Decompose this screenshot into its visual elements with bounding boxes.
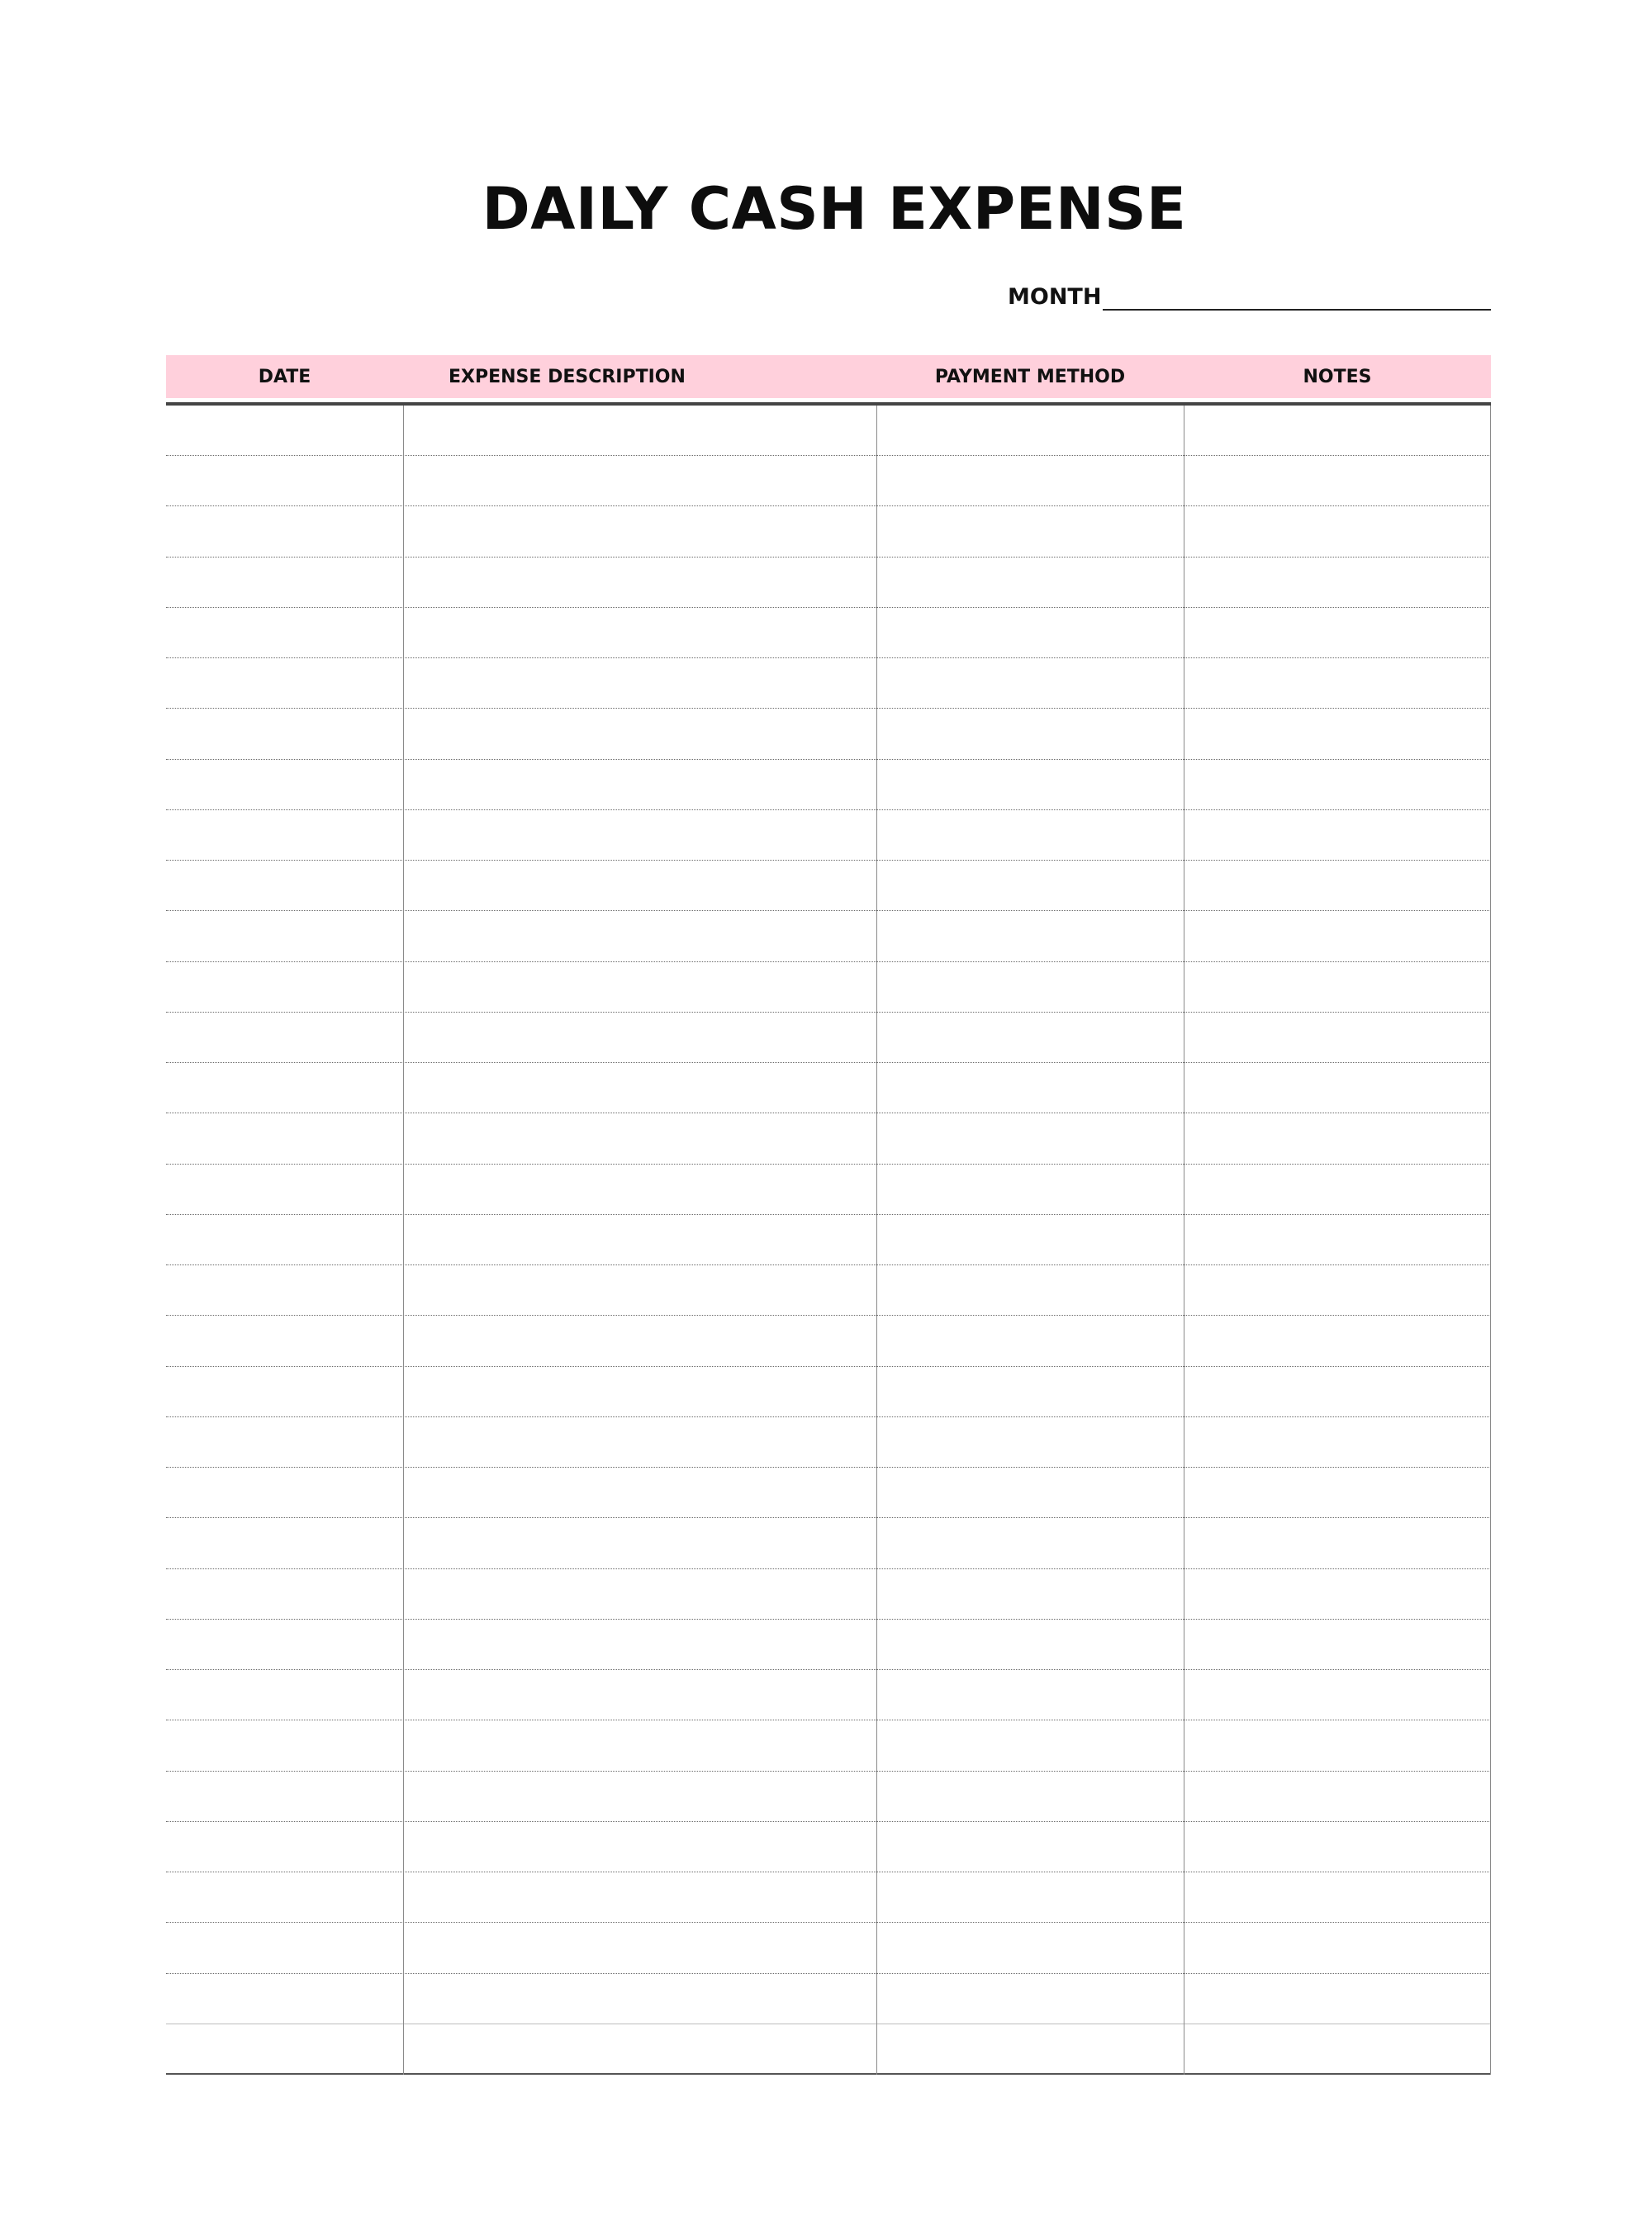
payment-method-cell[interactable] — [883, 2024, 1177, 2073]
notes-cell[interactable] — [1190, 1670, 1484, 1720]
expense-table — [166, 355, 1491, 2075]
payment-method-cell[interactable] — [883, 1265, 1177, 1315]
date-cell[interactable] — [173, 456, 396, 505]
table-row — [166, 456, 1491, 506]
notes-cell[interactable] — [1190, 558, 1484, 607]
expense-description-cell[interactable] — [410, 1063, 870, 1113]
date-cell[interactable] — [173, 709, 396, 758]
payment-method-cell[interactable] — [883, 506, 1177, 556]
table-row — [166, 760, 1491, 810]
notes-cell[interactable] — [1190, 709, 1484, 758]
date-cell[interactable] — [173, 1113, 396, 1163]
date-cell[interactable] — [173, 1367, 396, 1416]
date-cell[interactable] — [173, 962, 396, 1012]
expense-description-cell[interactable] — [410, 709, 870, 758]
payment-method-cell[interactable] — [883, 1518, 1177, 1568]
table-row — [166, 1620, 1491, 1670]
notes-cell[interactable] — [1190, 1720, 1484, 1770]
table-row — [166, 1165, 1491, 1215]
expense-description-cell[interactable] — [410, 558, 870, 607]
payment-method-cell[interactable] — [883, 1670, 1177, 1720]
payment-method-cell[interactable] — [883, 1620, 1177, 1669]
payment-method-cell[interactable] — [883, 406, 1177, 455]
expense-description-cell[interactable] — [410, 760, 870, 809]
date-cell[interactable] — [173, 506, 396, 556]
expense-description-cell[interactable] — [410, 1872, 870, 1922]
date-cell[interactable] — [173, 760, 396, 809]
table-right-border — [1490, 406, 1491, 2075]
expense-description-cell[interactable] — [410, 2024, 870, 2073]
table-row — [166, 1923, 1491, 1973]
notes-cell[interactable] — [1190, 810, 1484, 860]
notes-cell[interactable] — [1190, 1316, 1484, 1365]
payment-method-cell[interactable] — [883, 1316, 1177, 1365]
notes-cell[interactable] — [1190, 1113, 1484, 1163]
payment-method-cell[interactable] — [883, 1468, 1177, 1517]
date-cell[interactable] — [173, 1772, 396, 1821]
expense-description-cell[interactable] — [410, 1518, 870, 1568]
table-row — [166, 1367, 1491, 1417]
column-divider — [876, 406, 877, 2075]
month-input-line[interactable] — [1103, 309, 1491, 311]
payment-method-cell[interactable] — [883, 1417, 1177, 1467]
table-row — [166, 1215, 1491, 1265]
table-row — [166, 2024, 1491, 2075]
notes-cell[interactable] — [1190, 456, 1484, 505]
column-header-payment-method: PAYMENT METHOD — [934, 367, 1126, 387]
payment-method-cell[interactable] — [883, 861, 1177, 910]
date-cell[interactable] — [173, 1974, 396, 2024]
payment-method-cell[interactable] — [883, 1113, 1177, 1163]
payment-method-cell[interactable] — [883, 1569, 1177, 1619]
expense-description-cell[interactable] — [410, 1113, 870, 1163]
notes-cell[interactable] — [1190, 760, 1484, 809]
date-cell[interactable] — [173, 1822, 396, 1872]
month-field[interactable] — [1008, 279, 1491, 320]
column-header-notes: NOTES — [1303, 367, 1372, 387]
table-row — [166, 1822, 1491, 1872]
notes-cell[interactable] — [1190, 962, 1484, 1012]
date-cell[interactable] — [173, 810, 396, 860]
notes-cell[interactable] — [1190, 1468, 1484, 1517]
date-cell[interactable] — [173, 1165, 396, 1214]
expense-description-cell[interactable] — [410, 506, 870, 556]
expense-description-cell[interactable] — [410, 1367, 870, 1416]
expense-description-cell[interactable] — [410, 658, 870, 708]
expense-description-cell[interactable] — [410, 1772, 870, 1821]
table-row — [166, 962, 1491, 1013]
payment-method-cell[interactable] — [883, 1872, 1177, 1922]
table-row — [166, 1316, 1491, 1366]
payment-method-cell[interactable] — [883, 709, 1177, 758]
date-cell[interactable] — [173, 1670, 396, 1720]
expense-description-cell[interactable] — [410, 406, 870, 455]
table-row — [166, 558, 1491, 608]
notes-cell[interactable] — [1190, 1013, 1484, 1062]
expense-description-cell[interactable] — [410, 810, 870, 860]
expense-description-cell[interactable] — [410, 1468, 870, 1517]
table-row — [166, 1872, 1491, 1923]
notes-cell[interactable] — [1190, 1518, 1484, 1568]
expense-description-cell[interactable] — [410, 1670, 870, 1720]
date-cell[interactable] — [173, 1720, 396, 1770]
payment-method-cell[interactable] — [883, 608, 1177, 657]
date-cell[interactable] — [173, 1468, 396, 1517]
payment-method-cell[interactable] — [883, 1367, 1177, 1416]
notes-cell[interactable] — [1190, 1367, 1484, 1416]
notes-cell[interactable] — [1190, 1417, 1484, 1467]
page-title: DAILY CASH EXPENSE — [482, 175, 1187, 243]
date-cell[interactable] — [173, 1518, 396, 1568]
notes-cell[interactable] — [1190, 1772, 1484, 1821]
table-row — [166, 861, 1491, 911]
notes-cell[interactable] — [1190, 1165, 1484, 1214]
table-row — [166, 709, 1491, 759]
date-cell[interactable] — [173, 1569, 396, 1619]
date-cell[interactable] — [173, 1063, 396, 1113]
table-row — [166, 911, 1491, 961]
payment-method-cell[interactable] — [883, 1720, 1177, 1770]
expense-description-cell[interactable] — [410, 1316, 870, 1365]
table-row — [166, 506, 1491, 557]
table-row — [166, 1772, 1491, 1822]
column-header-expense-description: EXPENSE DESCRIPTION — [449, 367, 686, 387]
date-cell[interactable] — [173, 658, 396, 708]
expense-description-cell[interactable] — [410, 1265, 870, 1315]
expense-description-cell[interactable] — [410, 1720, 870, 1770]
table-body — [166, 406, 1491, 2075]
expense-description-cell[interactable] — [410, 1215, 870, 1264]
expense-description-cell[interactable] — [410, 1974, 870, 2024]
payment-method-cell[interactable] — [883, 760, 1177, 809]
expense-description-cell[interactable] — [410, 1013, 870, 1062]
payment-method-cell[interactable] — [883, 1215, 1177, 1264]
notes-cell[interactable] — [1190, 1923, 1484, 1972]
notes-cell[interactable] — [1190, 1215, 1484, 1264]
table-row — [166, 608, 1491, 658]
expense-description-cell[interactable] — [410, 1620, 870, 1669]
column-divider — [403, 406, 404, 2075]
expense-description-cell[interactable] — [410, 1822, 870, 1872]
table-row — [166, 406, 1491, 456]
date-cell[interactable] — [173, 1620, 396, 1669]
table-row — [166, 1569, 1491, 1620]
date-cell[interactable] — [173, 608, 396, 657]
payment-method-cell[interactable] — [883, 810, 1177, 860]
payment-method-cell[interactable] — [883, 1063, 1177, 1113]
payment-method-cell[interactable] — [883, 1013, 1177, 1062]
date-cell[interactable] — [173, 1013, 396, 1062]
date-cell[interactable] — [173, 1265, 396, 1315]
table-row — [166, 810, 1491, 861]
date-cell[interactable] — [173, 911, 396, 961]
table-row — [166, 1468, 1491, 1518]
date-cell[interactable] — [173, 1215, 396, 1264]
table-header — [166, 355, 1491, 398]
table-row — [166, 1670, 1491, 1720]
table-row — [166, 1417, 1491, 1468]
table-row — [166, 1265, 1491, 1316]
table-row — [166, 1974, 1491, 2024]
expense-description-cell[interactable] — [410, 456, 870, 505]
table-row — [166, 1113, 1491, 1164]
payment-method-cell[interactable] — [883, 1772, 1177, 1821]
expense-description-cell[interactable] — [410, 962, 870, 1012]
date-cell[interactable] — [173, 1872, 396, 1922]
notes-cell[interactable] — [1190, 2024, 1484, 2073]
column-header-date: DATE — [258, 367, 311, 387]
table-row — [166, 658, 1491, 709]
expense-description-cell[interactable] — [410, 1569, 870, 1619]
notes-cell[interactable] — [1190, 1822, 1484, 1872]
table-row — [166, 1518, 1491, 1568]
expense-description-cell[interactable] — [410, 911, 870, 961]
payment-method-cell[interactable] — [883, 1923, 1177, 1972]
notes-cell[interactable] — [1190, 608, 1484, 657]
notes-cell[interactable] — [1190, 1265, 1484, 1315]
date-cell[interactable] — [173, 861, 396, 910]
expense-description-cell[interactable] — [410, 1417, 870, 1467]
table-row — [166, 1063, 1491, 1113]
notes-cell[interactable] — [1190, 1620, 1484, 1669]
date-cell[interactable] — [173, 2024, 396, 2073]
date-cell[interactable] — [173, 1417, 396, 1467]
date-cell[interactable] — [173, 558, 396, 607]
month-label: MONTH — [1008, 284, 1102, 310]
table-row — [166, 1720, 1491, 1771]
notes-cell[interactable] — [1190, 1569, 1484, 1619]
payment-method-cell[interactable] — [883, 558, 1177, 607]
payment-method-cell[interactable] — [883, 1165, 1177, 1214]
date-cell[interactable] — [173, 1923, 396, 1972]
notes-cell[interactable] — [1190, 658, 1484, 708]
payment-method-cell[interactable] — [883, 962, 1177, 1012]
date-cell[interactable] — [173, 1316, 396, 1365]
payment-method-cell[interactable] — [883, 1974, 1177, 2024]
expense-description-cell[interactable] — [410, 861, 870, 910]
payment-method-cell[interactable] — [883, 658, 1177, 708]
payment-method-cell[interactable] — [883, 456, 1177, 505]
notes-cell[interactable] — [1190, 406, 1484, 455]
notes-cell[interactable] — [1190, 1063, 1484, 1113]
expense-description-cell[interactable] — [410, 608, 870, 657]
date-cell[interactable] — [173, 406, 396, 455]
notes-cell[interactable] — [1190, 1872, 1484, 1922]
notes-cell[interactable] — [1190, 1974, 1484, 2024]
expense-description-cell[interactable] — [410, 1165, 870, 1214]
notes-cell[interactable] — [1190, 861, 1484, 910]
expense-description-cell[interactable] — [410, 1923, 870, 1972]
payment-method-cell[interactable] — [883, 911, 1177, 961]
notes-cell[interactable] — [1190, 911, 1484, 961]
table-row — [166, 1013, 1491, 1063]
payment-method-cell[interactable] — [883, 1822, 1177, 1872]
notes-cell[interactable] — [1190, 506, 1484, 556]
